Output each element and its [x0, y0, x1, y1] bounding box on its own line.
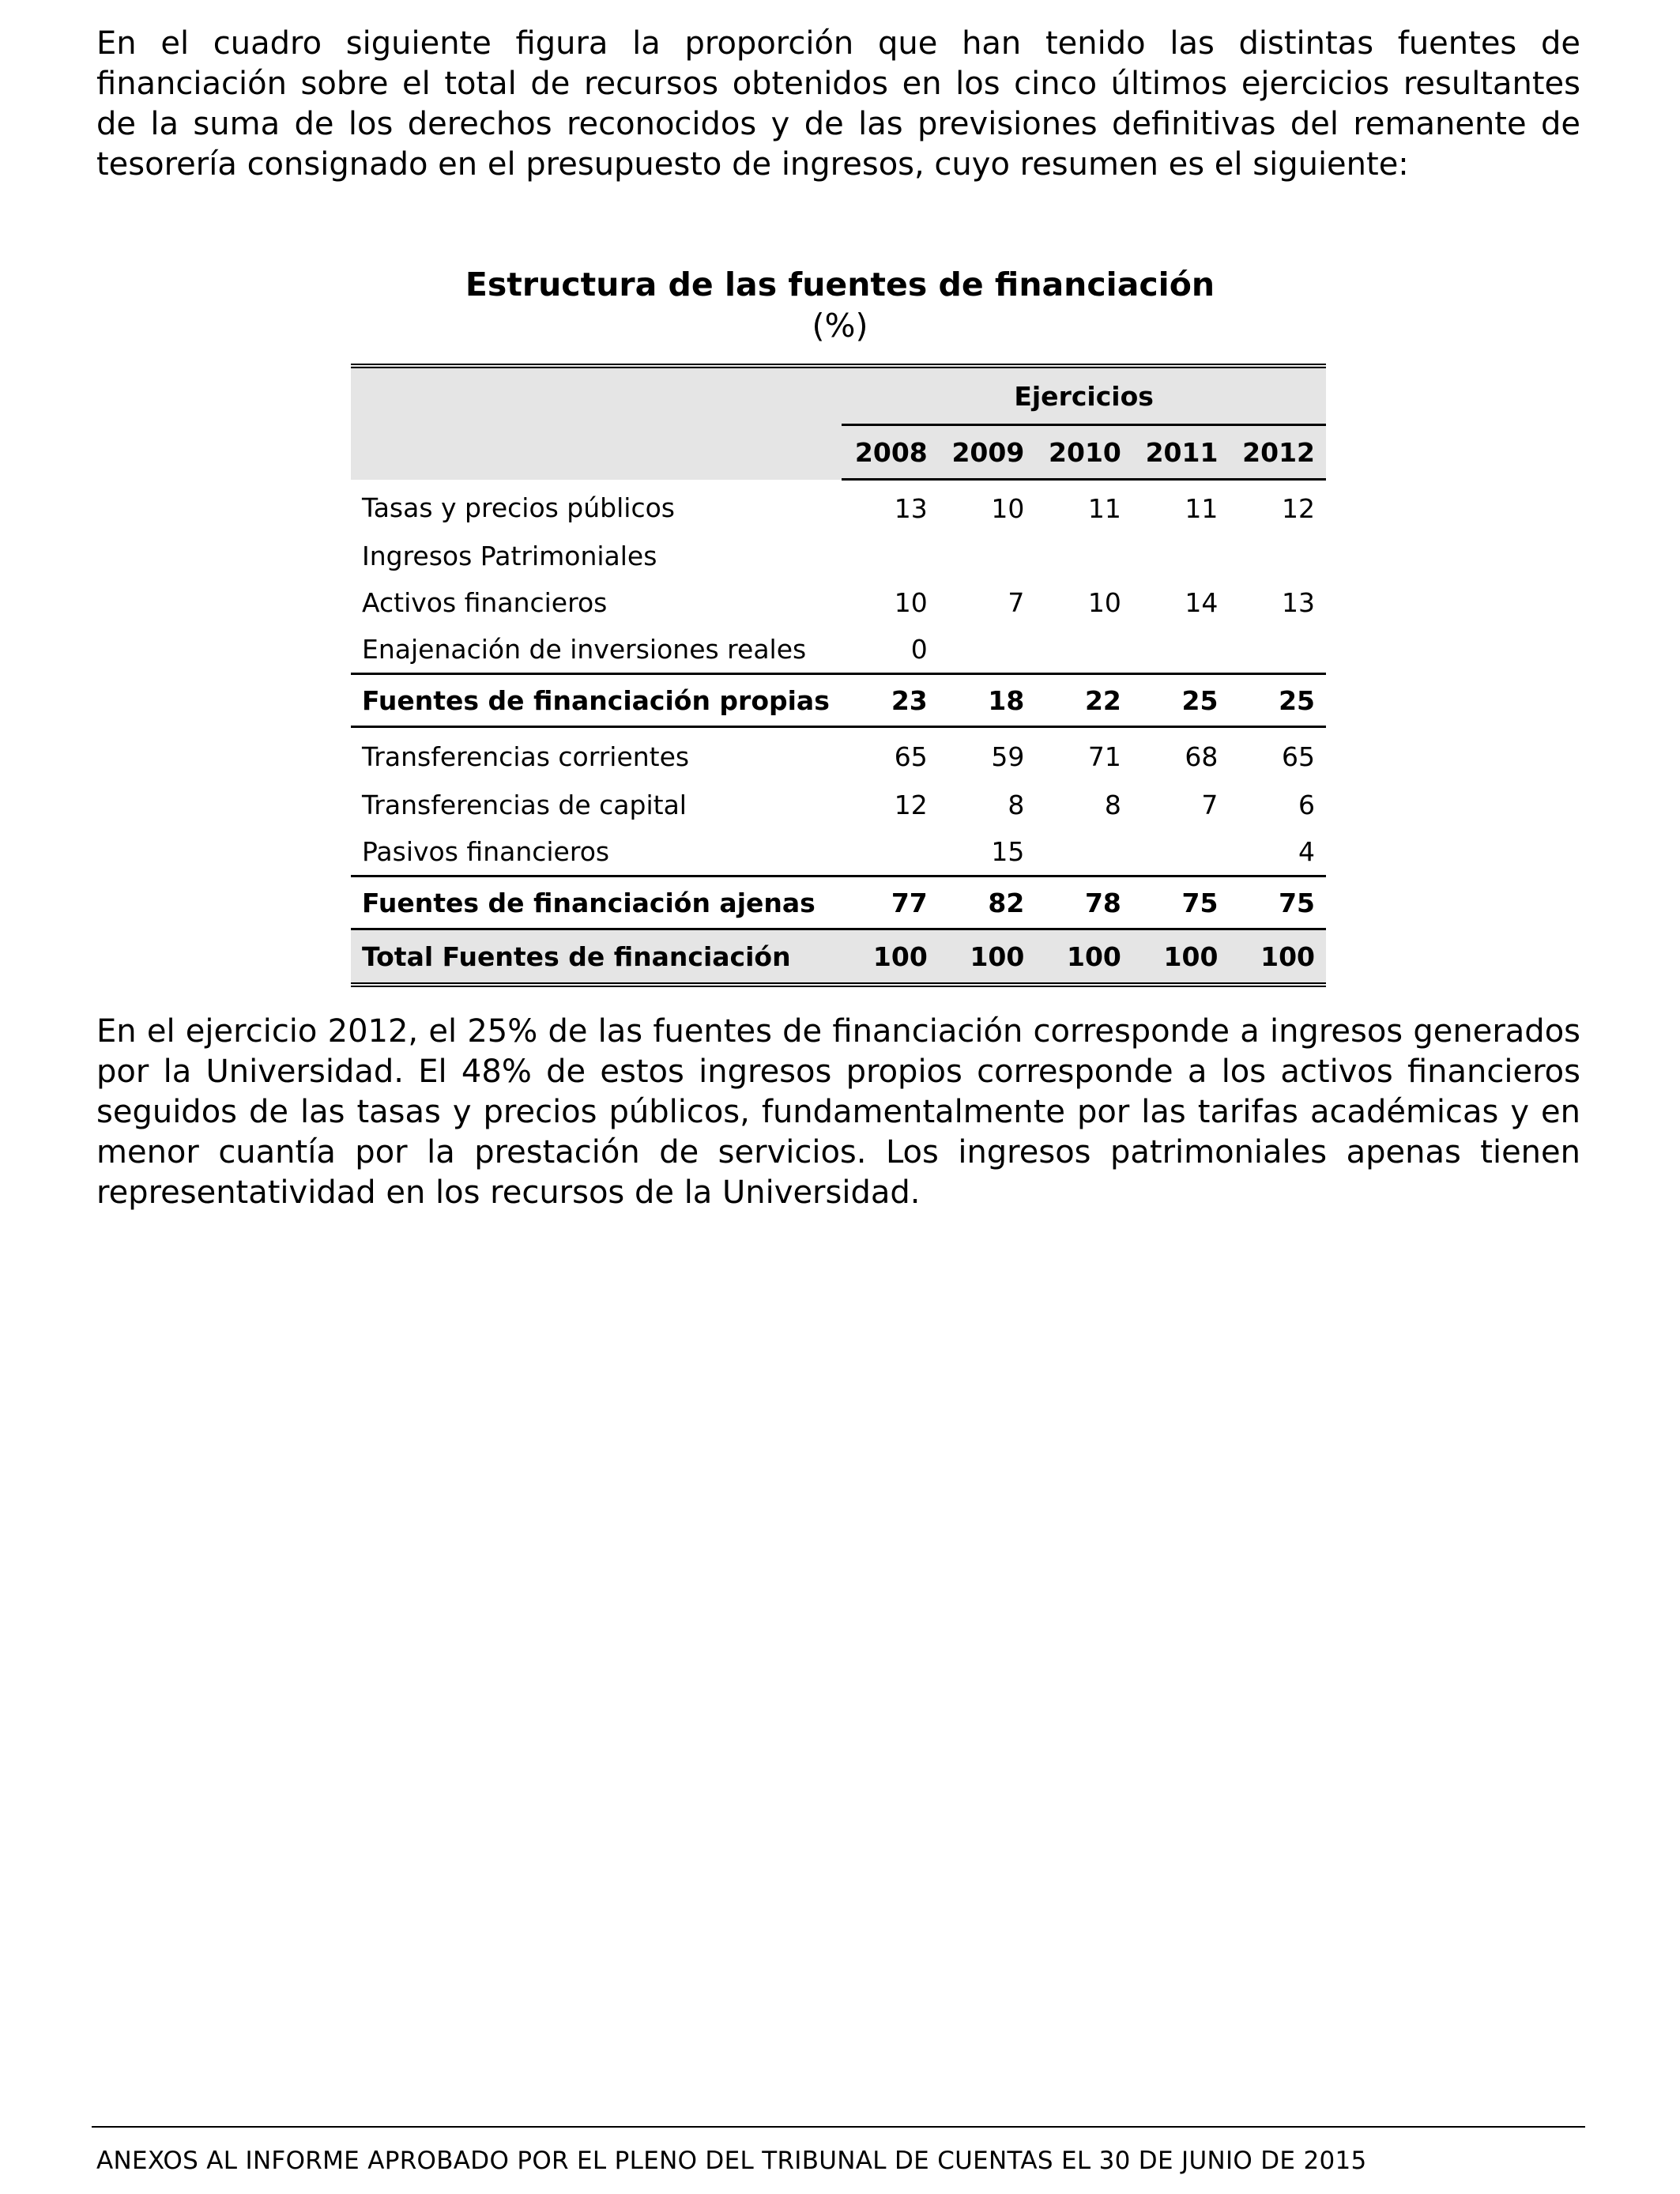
row-value [1132, 828, 1230, 876]
row-value: 82 [939, 876, 1036, 929]
row-value: 25 [1132, 674, 1230, 727]
table-row [351, 782, 1326, 828]
header-year: 2008 [842, 425, 939, 480]
row-label: Ingresos Patrimoniales [362, 541, 657, 571]
table-row [351, 533, 1326, 579]
total-row [351, 929, 1326, 986]
header-year: 2010 [1035, 425, 1132, 480]
row-value: 78 [1035, 876, 1132, 929]
subtotal-row [351, 674, 1326, 727]
table-unit: (%) [812, 307, 868, 345]
row-value [1035, 626, 1132, 674]
row-value: 77 [842, 876, 939, 929]
row-value [939, 533, 1036, 579]
row-label: Transferencias de capital [362, 790, 687, 820]
row-value: 75 [1132, 876, 1230, 929]
row-value: 100 [1035, 929, 1132, 986]
row-value: 18 [939, 674, 1036, 727]
table-row [351, 579, 1326, 626]
row-label: Fuentes de financiación ajenas [351, 876, 842, 929]
row-value: 7 [1008, 587, 1025, 618]
header-year: 2012 [1229, 425, 1326, 480]
row-value: 13 [894, 492, 928, 524]
row-value: 8 [1104, 790, 1121, 820]
table-row [351, 480, 1326, 533]
header-blank-cell [351, 366, 842, 480]
row-value: 100 [842, 929, 939, 986]
row-value [842, 533, 939, 579]
row-value: 10 [894, 587, 928, 618]
row-value [1035, 533, 1132, 579]
page-footer: ANEXOS AL INFORME APROBADO POR EL PLENO DEL TRIBUNAL DE CUENTAS EL 30 DE JUNIO DE 2015 [96, 2147, 1367, 2175]
row-value: 14 [1185, 587, 1219, 618]
row-value [1132, 533, 1230, 579]
row-value: 4 [1298, 836, 1315, 867]
row-value: 12 [1282, 492, 1315, 524]
financing-sources-table [351, 364, 1326, 987]
row-value [1229, 626, 1326, 674]
row-value: 11 [1087, 492, 1121, 524]
row-value: 7 [1201, 790, 1219, 820]
row-value: 15 [991, 836, 1025, 867]
subtotal-row [351, 876, 1326, 929]
row-value: 13 [1282, 587, 1315, 618]
row-label: Total Fuentes de financiación [351, 929, 842, 986]
row-label: Enajenación de inversiones reales [362, 634, 807, 665]
row-value: 11 [1185, 492, 1219, 524]
row-value: 8 [1008, 790, 1025, 820]
header-year: 2011 [1132, 425, 1230, 480]
row-label: Transferencias corrientes [362, 741, 690, 772]
row-label: Fuentes de financiación propias [351, 674, 842, 727]
row-value: 100 [1229, 929, 1326, 986]
footer-divider [92, 2126, 1585, 2128]
row-label: Pasivos financieros [362, 836, 610, 867]
row-value: 65 [1282, 741, 1315, 772]
row-value: 65 [894, 741, 928, 772]
row-value: 0 [910, 634, 928, 665]
row-value: 71 [1087, 741, 1121, 772]
row-value [1035, 828, 1132, 876]
intro-paragraph: En el cuadro siguiente figura la proporción que han tenido las distintas fuentes de financiación sobre el total de recursos obtenidos en los cinco últimos ejercicios resultantes de la suma de los derechos reconocidos y de las previsiones definitivas del remanente de tesorería consignado en el presupuesto de ingresos, cuyo resumen es el siguiente: [96, 25, 1580, 183]
row-value: 12 [894, 790, 928, 820]
row-value: 59 [991, 741, 1025, 772]
table-title: Estructura de las fuentes de financiación [465, 266, 1215, 303]
row-value [1132, 626, 1230, 674]
row-value: 10 [1087, 587, 1121, 618]
row-value: 75 [1229, 876, 1326, 929]
table-row [351, 727, 1326, 782]
row-value: 10 [991, 492, 1025, 524]
header-ejercicios: Ejercicios [842, 366, 1326, 425]
row-label: Activos financieros [362, 587, 608, 618]
row-value: 100 [939, 929, 1036, 986]
row-value: 100 [1132, 929, 1230, 986]
row-value: 23 [842, 674, 939, 727]
row-value: 68 [1185, 741, 1219, 772]
row-value: 22 [1035, 674, 1132, 727]
row-value [939, 626, 1036, 674]
table-row [351, 626, 1326, 674]
closing-paragraph: En el ejercicio 2012, el 25% de las fuentes de financiación corresponde a ingresos generados por la Universidad. El 48% de estos ingresos propios corresponde a los activos financieros seguidos de las tasas y precios públicos, fundamentalmente por las tarifas académicas y en menor cuantía por la prestación de servicios. Los ingresos patrimoniales apenas tienen representatividad en los recursos de la Universidad. [96, 1013, 1580, 1211]
row-value [842, 828, 939, 876]
row-value: 25 [1229, 674, 1326, 727]
table-row [351, 828, 1326, 876]
header-year: 2009 [939, 425, 1036, 480]
row-label: Tasas y precios públicos [362, 492, 675, 523]
row-value: 6 [1298, 790, 1315, 820]
row-value [1229, 533, 1326, 579]
